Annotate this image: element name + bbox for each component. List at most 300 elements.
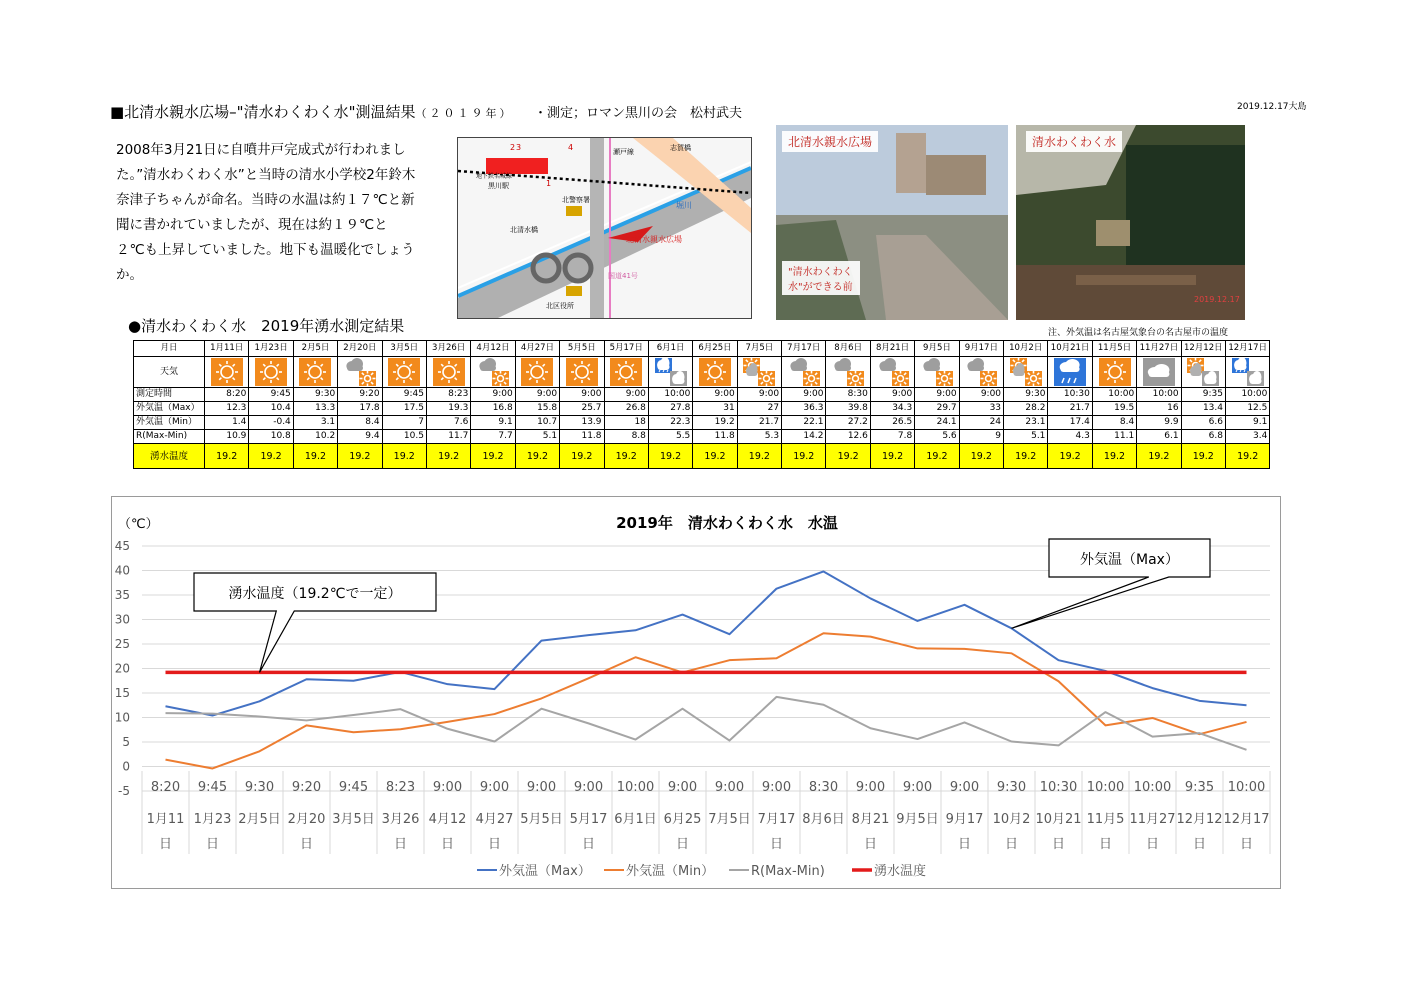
spring-temp-cell: 19.2 <box>1004 444 1048 469</box>
x-tick-date: 日 <box>487 837 502 852</box>
spring-temp-label: 湧水温度 <box>134 444 205 469</box>
x-tick-date: 11月27 <box>1129 812 1176 827</box>
max-temp-cell: 16 <box>1137 402 1181 416</box>
photo1-subcaption: "清水わくわく水"ができる前 <box>782 261 860 295</box>
time-row <box>134 388 1270 402</box>
date-cell: 3月26日 <box>426 341 470 357</box>
min-temp-cell: 18 <box>604 416 648 430</box>
x-tick-date: 2月5日 <box>238 812 281 827</box>
time-cell: 10:00 <box>1137 388 1181 402</box>
x-tick-time: 10:00 <box>1133 780 1172 795</box>
exit-3: 4 <box>568 143 574 152</box>
date-cell: 10月21日 <box>1048 341 1092 357</box>
x-tick-date: 11月5 <box>1086 812 1125 827</box>
min-temp-cell: 6.6 <box>1181 416 1225 430</box>
date-cell: 1月11日 <box>205 341 249 357</box>
y-tick-label: 45 <box>114 539 130 553</box>
x-tick-date: 9月17 <box>945 812 984 827</box>
time-cell: 10:30 <box>1048 388 1092 402</box>
min-temp-cell: 24.1 <box>915 416 959 430</box>
max-temp-cell: 16.8 <box>471 402 515 416</box>
police-icon <box>566 206 582 216</box>
max-temp-cell: 34.3 <box>870 402 914 416</box>
max-temp-cell: 12.3 <box>205 402 249 416</box>
route-41 <box>590 138 604 318</box>
date-label: 月日 <box>134 341 205 357</box>
x-tick-date: 12月17 <box>1223 812 1270 827</box>
min-temp-cell: 8.4 <box>1092 416 1136 430</box>
legend-label: 湧水温度 <box>874 864 927 879</box>
date-cell: 11月27日 <box>1137 341 1181 357</box>
range-row <box>134 430 1270 444</box>
x-tick-time: 9:30 <box>244 780 275 795</box>
x-tick-date: 10月21 <box>1035 812 1082 827</box>
spring-temp-cell: 19.2 <box>382 444 426 469</box>
time-cell: 9:00 <box>870 388 914 402</box>
legend-label: 外気温（Min） <box>626 864 715 879</box>
table-section-title: ●清水わくわく水 2019年湧水測定結果 <box>128 317 405 335</box>
rain-then-cloud-icon <box>1225 357 1269 388</box>
cloud-then-sun-icon <box>338 357 382 388</box>
min-temp-row <box>134 416 1270 430</box>
partly-sunny-then-cloud-icon <box>1181 357 1225 388</box>
max-temp-cell: 29.7 <box>915 402 959 416</box>
max-temp-row <box>134 402 1270 416</box>
water-temperature-chart <box>111 496 1281 889</box>
x-tick-date: 3月26 <box>381 812 420 827</box>
range-cell: 7.7 <box>471 430 515 444</box>
title-year: （２０１９年） <box>415 107 508 120</box>
page-title <box>110 101 742 122</box>
x-tick-time: 9:45 <box>338 780 369 795</box>
photo-spring-image <box>1016 125 1245 320</box>
x-tick-time: 9:20 <box>291 780 322 795</box>
spring-temp-cell: 19.2 <box>604 444 648 469</box>
x-tick-date: 日 <box>581 837 596 852</box>
range-cell: 9 <box>959 430 1003 444</box>
time-cell: 9:00 <box>515 388 559 402</box>
x-tick-date: 日 <box>1145 837 1160 852</box>
report-date: 2019.12.17大島 <box>1237 102 1307 112</box>
sun-icon <box>604 357 648 388</box>
range-cell: 6.1 <box>1137 430 1181 444</box>
y-tick-label: 0 <box>122 759 130 774</box>
cloud-then-sun-icon <box>915 357 959 388</box>
location-map <box>457 137 752 319</box>
min-temp-cell: -0.4 <box>249 416 293 430</box>
date-cell: 8月21日 <box>870 341 914 357</box>
sun-icon <box>293 357 337 388</box>
date-cell: 5月17日 <box>604 341 648 357</box>
map-label-bridge: 北清水橋 <box>510 226 538 234</box>
map-label-office: 北区役所 <box>546 302 574 310</box>
range-cell: 5.3 <box>737 430 781 444</box>
time-cell: 9:00 <box>693 388 737 402</box>
max-temp-cell: 17.8 <box>338 402 382 416</box>
max-temp-cell: 12.5 <box>1225 402 1269 416</box>
x-tick-date: 10月2 <box>992 812 1031 827</box>
x-tick-time: 10:30 <box>1039 780 1078 795</box>
max-temp-cell: 36.3 <box>782 402 826 416</box>
spring-temp-cell: 19.2 <box>471 444 515 469</box>
spring-temp-cell: 19.2 <box>870 444 914 469</box>
map-label-plaza: 北清水親水広場 <box>626 235 682 244</box>
sun-icon <box>426 357 470 388</box>
time-cell: 10:00 <box>1225 388 1269 402</box>
min-temp-cell: 24 <box>959 416 1003 430</box>
spring-temp-cell: 19.2 <box>338 444 382 469</box>
x-tick-date: 日 <box>1239 837 1254 852</box>
sun-icon <box>382 357 426 388</box>
series-line-1 <box>166 633 1247 768</box>
range-cell: 8.8 <box>604 430 648 444</box>
date-cell: 9月5日 <box>915 341 959 357</box>
date-cell: 2月20日 <box>338 341 382 357</box>
spring-temp-row <box>134 444 1270 469</box>
x-tick-time: 9:00 <box>902 780 933 795</box>
range-cell: 5.6 <box>915 430 959 444</box>
date-cell: 4月12日 <box>471 341 515 357</box>
x-tick-date: 日 <box>1004 837 1019 852</box>
date-cell: 7月5日 <box>737 341 781 357</box>
range-cell: 10.8 <box>249 430 293 444</box>
x-tick-date: 4月12 <box>428 812 467 827</box>
date-cell: 7月17日 <box>782 341 826 357</box>
spring-temp-cell: 19.2 <box>1092 444 1136 469</box>
range-cell: 11.7 <box>426 430 470 444</box>
cloud-then-sun-icon <box>826 357 870 388</box>
min-temp-cell: 21.7 <box>737 416 781 430</box>
spring-temp-cell: 19.2 <box>1225 444 1269 469</box>
cloud-then-sun-icon <box>959 357 1003 388</box>
range-cell: 10.2 <box>293 430 337 444</box>
time-label: 測定時間 <box>134 388 205 402</box>
x-tick-time: 8:30 <box>808 780 839 795</box>
spring-temp-cell: 19.2 <box>782 444 826 469</box>
x-tick-date: 日 <box>440 837 455 852</box>
range-cell: 5.1 <box>1004 430 1048 444</box>
intro-paragraph: 2008年3月21日に自噴井戸完成式が行われました。”清水わくわく水”と当時の清水小学校2年鈴木奈津子ちゃんが命名。当時の水温は約１７℃と新聞に書かれていましたが、現在は約１９℃と２℃も上昇していました。地下も温暖化でしょうか。 <box>116 142 416 283</box>
y-tick-label: 25 <box>114 637 130 651</box>
x-tick-date: 日 <box>205 837 220 852</box>
range-cell: 10.5 <box>382 430 426 444</box>
max-temp-cell: 13.3 <box>293 402 337 416</box>
x-tick-time: 9:00 <box>432 780 463 795</box>
range-cell: 11.8 <box>693 430 737 444</box>
weather-row <box>134 357 1270 388</box>
x-tick-time: 8:20 <box>150 780 181 795</box>
time-cell: 9:45 <box>249 388 293 402</box>
x-tick-date: 日 <box>158 837 173 852</box>
callout-text: 湧水温度（19.2℃で一定） <box>228 586 402 602</box>
max-temp-label: 外気温（Max） <box>134 402 205 416</box>
max-temp-cell: 25.7 <box>560 402 604 416</box>
x-tick-date: 4月27 <box>475 812 514 827</box>
min-temp-cell: 8.4 <box>338 416 382 430</box>
time-cell: 9:45 <box>382 388 426 402</box>
x-tick-time: 9:45 <box>197 780 228 795</box>
y-tick-label: 20 <box>114 661 130 676</box>
date-cell: 12月12日 <box>1181 341 1225 357</box>
range-cell: 10.9 <box>205 430 249 444</box>
x-tick-date: 日 <box>1192 837 1207 852</box>
y-tick-label: 15 <box>114 686 130 700</box>
cloud-then-sun-icon <box>471 357 515 388</box>
sun-icon <box>693 357 737 388</box>
x-tick-date: 日 <box>675 837 690 852</box>
max-temp-cell: 21.7 <box>1048 402 1092 416</box>
x-tick-date: 3月5日 <box>332 812 375 827</box>
cloud-then-sun-icon <box>870 357 914 388</box>
x-tick-time: 9:35 <box>1184 780 1215 795</box>
map-drawing <box>458 138 751 318</box>
sun-icon <box>205 357 249 388</box>
map-label-railway: 瀬戸線 <box>613 148 634 156</box>
time-cell: 10:00 <box>648 388 692 402</box>
chart-svg <box>112 497 1280 888</box>
range-cell: 5.1 <box>515 430 559 444</box>
partly-sunny-then-sun-icon <box>1004 357 1048 388</box>
x-tick-date: 12月12 <box>1176 812 1223 827</box>
range-cell: 12.6 <box>826 430 870 444</box>
max-temp-cell: 26.8 <box>604 402 648 416</box>
range-cell: 14.2 <box>782 430 826 444</box>
date-cell: 10月2日 <box>1004 341 1048 357</box>
x-tick-date: 8月21 <box>851 812 890 827</box>
range-cell: 11.1 <box>1092 430 1136 444</box>
range-cell: 7.8 <box>870 430 914 444</box>
x-tick-time: 9:30 <box>996 780 1027 795</box>
time-cell: 9:00 <box>915 388 959 402</box>
x-tick-date: 5月17 <box>569 812 608 827</box>
chart-title: 2019年 清水わくわく水 水温 <box>616 514 838 532</box>
x-tick-date: 7月5日 <box>708 812 751 827</box>
date-cell: 12月17日 <box>1225 341 1269 357</box>
rain-then-cloud-icon <box>648 357 692 388</box>
range-cell: 6.8 <box>1181 430 1225 444</box>
range-cell: 3.4 <box>1225 430 1269 444</box>
max-temp-cell: 19.5 <box>1092 402 1136 416</box>
office-icon <box>566 286 582 296</box>
time-cell: 8:23 <box>426 388 470 402</box>
min-temp-cell: 17.4 <box>1048 416 1092 430</box>
spring-temp-cell: 19.2 <box>1181 444 1225 469</box>
date-cell: 8月6日 <box>826 341 870 357</box>
max-temp-cell: 39.8 <box>826 402 870 416</box>
x-tick-time: 9:00 <box>573 780 604 795</box>
y-tick-label: 40 <box>114 563 130 578</box>
spring-temp-cell: 19.2 <box>249 444 293 469</box>
min-temp-cell: 9.9 <box>1137 416 1181 430</box>
cloud-then-sun-icon <box>782 357 826 388</box>
max-temp-cell: 10.4 <box>249 402 293 416</box>
max-temp-cell: 13.4 <box>1181 402 1225 416</box>
x-tick-time: 9:00 <box>714 780 745 795</box>
max-temp-cell: 15.8 <box>515 402 559 416</box>
x-tick-time: 10:00 <box>616 780 655 795</box>
time-cell: 9:00 <box>737 388 781 402</box>
spring-temp-cell: 19.2 <box>1137 444 1181 469</box>
min-temp-cell: 22.1 <box>782 416 826 430</box>
sun-icon <box>560 357 604 388</box>
max-temp-cell: 33 <box>959 402 1003 416</box>
x-tick-date: 9月5日 <box>896 812 939 827</box>
x-tick-date: 日 <box>1051 837 1066 852</box>
min-temp-cell: 1.4 <box>205 416 249 430</box>
map-label-police: 北警察署 <box>562 196 590 204</box>
x-tick-date: 1月11 <box>146 812 185 827</box>
table-note: 注、外気温は名古屋気象台の名古屋市の温度 <box>1048 328 1229 338</box>
min-temp-cell: 7.6 <box>426 416 470 430</box>
y-tick-label: 35 <box>114 588 130 602</box>
spring-temp-cell: 19.2 <box>959 444 1003 469</box>
x-tick-date: 日 <box>393 837 408 852</box>
exit-4: 1 <box>546 179 552 188</box>
date-row <box>134 341 1270 357</box>
time-cell: 8:30 <box>826 388 870 402</box>
spring-temp-cell: 19.2 <box>915 444 959 469</box>
min-temp-cell: 19.2 <box>693 416 737 430</box>
y-axis-label: （℃） <box>118 517 159 532</box>
date-cell: 1月23日 <box>249 341 293 357</box>
min-temp-cell: 9.1 <box>471 416 515 430</box>
time-cell: 9:00 <box>604 388 648 402</box>
x-tick-time: 10:00 <box>1227 780 1266 795</box>
spring-temp-cell: 19.2 <box>648 444 692 469</box>
date-cell: 11月5日 <box>1092 341 1136 357</box>
x-tick-date: 5月5日 <box>520 812 563 827</box>
time-cell: 9:00 <box>471 388 515 402</box>
measurement-table <box>133 340 1270 469</box>
x-tick-date: 日 <box>299 837 314 852</box>
sun-icon <box>1092 357 1136 388</box>
x-tick-date: 7月17 <box>757 812 796 827</box>
callout-text: 外気温（Max） <box>1080 552 1179 568</box>
cloud-icon <box>1137 357 1181 388</box>
weather-label: 天気 <box>134 357 205 388</box>
date-cell: 6月25日 <box>693 341 737 357</box>
x-tick-time: 9:00 <box>479 780 510 795</box>
title-text: ■北清水親水広場–"清水わくわく水"測温結果 <box>110 103 416 121</box>
date-cell: 3月5日 <box>382 341 426 357</box>
spring-temp-cell: 19.2 <box>693 444 737 469</box>
range-cell: 11.8 <box>560 430 604 444</box>
spring-temp-cell: 19.2 <box>560 444 604 469</box>
x-tick-date: 日 <box>1098 837 1113 852</box>
date-cell: 9月17日 <box>959 341 1003 357</box>
time-cell: 9:00 <box>782 388 826 402</box>
x-tick-time: 9:00 <box>855 780 886 795</box>
time-cell: 9:30 <box>1004 388 1048 402</box>
spring-temp-cell: 19.2 <box>205 444 249 469</box>
range-label: R(Max-Min) <box>134 430 205 444</box>
photo2-caption: 清水わくわく水 <box>1026 131 1122 152</box>
map-label-shikabashi: 志賀橋 <box>670 144 691 152</box>
partly-sunny-then-sun-icon <box>737 357 781 388</box>
x-tick-date: 日 <box>769 837 784 852</box>
map-label-station: 黒川駅 <box>488 182 509 190</box>
spring-temp-cell: 19.2 <box>426 444 470 469</box>
rain-icon <box>1048 357 1092 388</box>
spring-temp-cell: 19.2 <box>1048 444 1092 469</box>
min-temp-cell: 26.5 <box>870 416 914 430</box>
min-temp-label: 外気温（Min） <box>134 416 205 430</box>
date-cell: 4月27日 <box>515 341 559 357</box>
spring-temp-cell: 19.2 <box>515 444 559 469</box>
x-tick-date: 1月23 <box>193 812 232 827</box>
x-tick-date: 日 <box>957 837 972 852</box>
y-tick-label: 5 <box>122 735 130 749</box>
sun-icon <box>249 357 293 388</box>
time-cell: 9:35 <box>1181 388 1225 402</box>
y-tick-label: 10 <box>114 710 130 725</box>
range-cell: 4.3 <box>1048 430 1092 444</box>
date-cell: 2月5日 <box>293 341 337 357</box>
y-tick-label: -5 <box>118 784 130 798</box>
photo-spring <box>1016 125 1245 320</box>
time-cell: 9:00 <box>959 388 1003 402</box>
time-cell: 9:30 <box>293 388 337 402</box>
x-tick-time: 8:23 <box>385 780 416 795</box>
spring-temp-cell: 19.2 <box>293 444 337 469</box>
time-cell: 10:00 <box>1092 388 1136 402</box>
min-temp-cell: 22.3 <box>648 416 692 430</box>
photo2-date-stamp: 2019.12.17 <box>1194 295 1240 304</box>
subway-station <box>486 158 548 174</box>
max-temp-cell: 17.5 <box>382 402 426 416</box>
photo1-caption: 北清水親水広場 <box>782 131 878 152</box>
max-temp-cell: 27 <box>737 402 781 416</box>
x-tick-date: 2月20 <box>287 812 326 827</box>
x-tick-date: 8月6日 <box>802 812 845 827</box>
y-tick-label: 30 <box>114 612 130 627</box>
max-temp-cell: 27.8 <box>648 402 692 416</box>
min-temp-cell: 23.1 <box>1004 416 1048 430</box>
min-temp-cell: 9.1 <box>1225 416 1269 430</box>
range-cell: 9.4 <box>338 430 382 444</box>
time-cell: 9:00 <box>560 388 604 402</box>
exit-2: 3 <box>516 143 522 152</box>
time-cell: 9:20 <box>338 388 382 402</box>
min-temp-cell: 3.1 <box>293 416 337 430</box>
time-cell: 8:20 <box>205 388 249 402</box>
sun-icon <box>515 357 559 388</box>
max-temp-cell: 28.2 <box>1004 402 1048 416</box>
date-cell: 5月5日 <box>560 341 604 357</box>
x-tick-time: 10:00 <box>1086 780 1125 795</box>
min-temp-cell: 7 <box>382 416 426 430</box>
x-tick-time: 9:00 <box>667 780 698 795</box>
x-tick-date: 日 <box>863 837 878 852</box>
min-temp-cell: 10.7 <box>515 416 559 430</box>
legend-label: R(Max-Min) <box>751 864 825 879</box>
exit-1: 2 <box>510 143 516 152</box>
spring-temp-cell: 19.2 <box>826 444 870 469</box>
legend-label: 外気温（Max） <box>499 864 591 879</box>
date-cell: 6月1日 <box>648 341 692 357</box>
range-cell: 5.5 <box>648 430 692 444</box>
map-label-subway: 地下鉄名城線 <box>476 173 513 180</box>
max-temp-cell: 31 <box>693 402 737 416</box>
max-temp-cell: 19.3 <box>426 402 470 416</box>
min-temp-cell: 27.2 <box>826 416 870 430</box>
min-temp-cell: 13.9 <box>560 416 604 430</box>
map-label-horikawa: 堀川 <box>676 201 692 210</box>
x-tick-time: 9:00 <box>761 780 792 795</box>
map-label-route: 国道41号 <box>608 272 638 280</box>
x-tick-time: 9:00 <box>949 780 980 795</box>
x-tick-time: 9:00 <box>526 780 557 795</box>
